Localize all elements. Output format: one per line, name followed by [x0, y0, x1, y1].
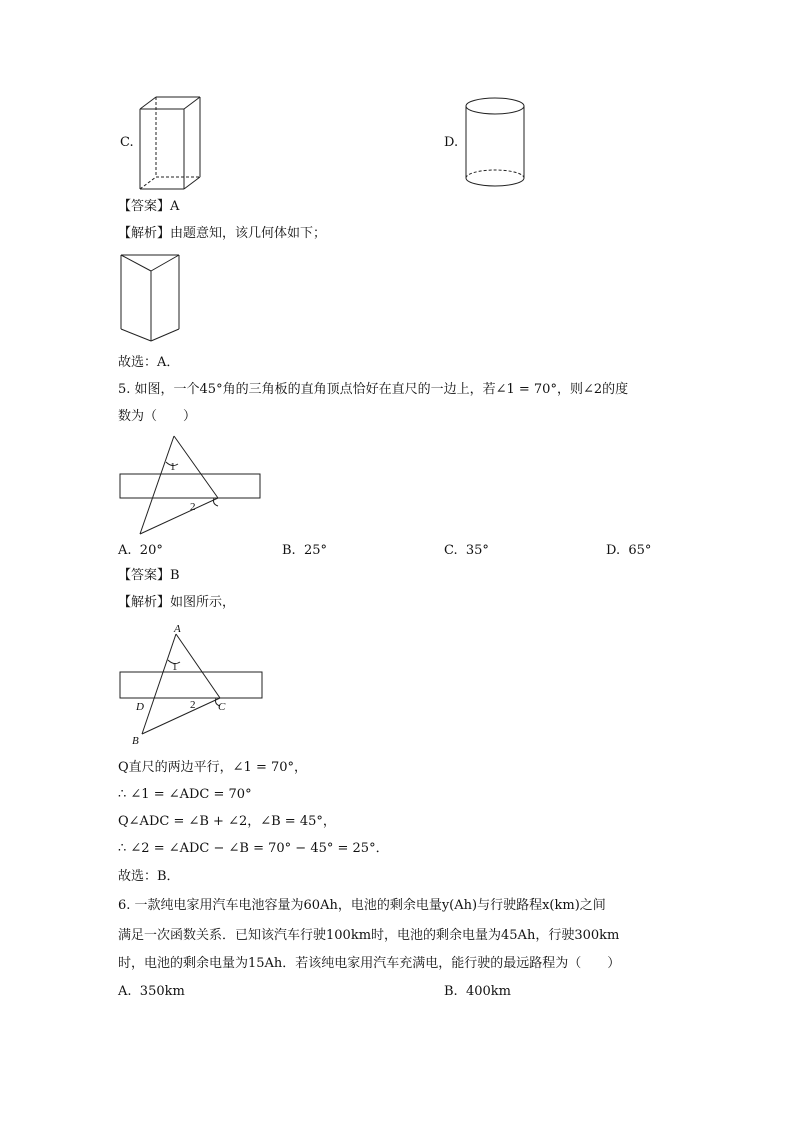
angle-1-label: 1 [172, 661, 178, 673]
cylinder-figure-d [463, 96, 527, 190]
q5-conclusion: 故选：B． [118, 869, 180, 884]
vertex-a-label: A [174, 623, 181, 635]
q5-option-c: C. 35° [444, 543, 489, 558]
vertex-d-label: D [136, 701, 144, 713]
vertex-c-label: C [218, 701, 226, 713]
labeled-ruler-triangle-figure [118, 622, 268, 750]
vertex-b-label: B [132, 735, 139, 747]
q5-option-b: B. 25° [282, 543, 327, 558]
q5-analysis-intro: 【解析】如图所示， [118, 595, 236, 610]
q5-stem-line2: 数为（ ） [118, 409, 197, 424]
q5-step-2: ∴ ∠1 = ∠ADC = 70° [118, 787, 252, 802]
q5-step-1: Q直尺的两边平行，∠1 = 70°， [118, 760, 308, 775]
q5-step-4: ∴ ∠2 = ∠ADC − ∠B = 70° − 45° = 25°． [118, 841, 389, 856]
q5-step-3: Q∠ADC = ∠B + ∠2，∠B = 45°， [118, 814, 336, 829]
q4-analysis-intro: 【解析】由题意知，该几何体如下； [118, 226, 327, 241]
angle-2-label: 2 [190, 501, 196, 513]
ruler-triangle-figure [118, 434, 264, 536]
q5-stem-line1: 5. 如图，一个45°角的三角板的直角顶点恰好在直尺的一边上，若∠1 = 70°，则∠2的度 [118, 382, 629, 397]
option-c-label: C. [120, 135, 134, 150]
angle-1-label: 1 [170, 461, 176, 473]
q6-stem-line3: 时，电池的剩余电量为15Ah．若该纯电家用汽车充满电，能行驶的最远路程为（ ） [118, 956, 621, 971]
prism-figure-c [138, 95, 204, 191]
angle-2-label: 2 [190, 699, 196, 711]
q6-option-b: B. 400km [444, 984, 511, 999]
option-d-label: D. [444, 135, 459, 150]
q4-conclusion: 故选：A． [118, 355, 180, 370]
q5-option-a: A. 20° [118, 543, 163, 558]
triangular-prism-figure [119, 251, 183, 343]
q5-answer: 【答案】B [118, 568, 180, 583]
q6-option-a: A. 350km [118, 984, 185, 999]
q6-stem-line1: 6. 一款纯电家用汽车电池容量为60Ah，电池的剩余电量y(Ah)与行驶路程x(km)之间 [118, 898, 606, 913]
q5-option-d: D. 65° [606, 543, 652, 558]
q4-answer: 【答案】A [118, 199, 180, 214]
q6-stem-line2: 满足一次函数关系．已知该汽车行驶100km时，电池的剩余电量为45Ah，行驶300km [118, 928, 620, 943]
